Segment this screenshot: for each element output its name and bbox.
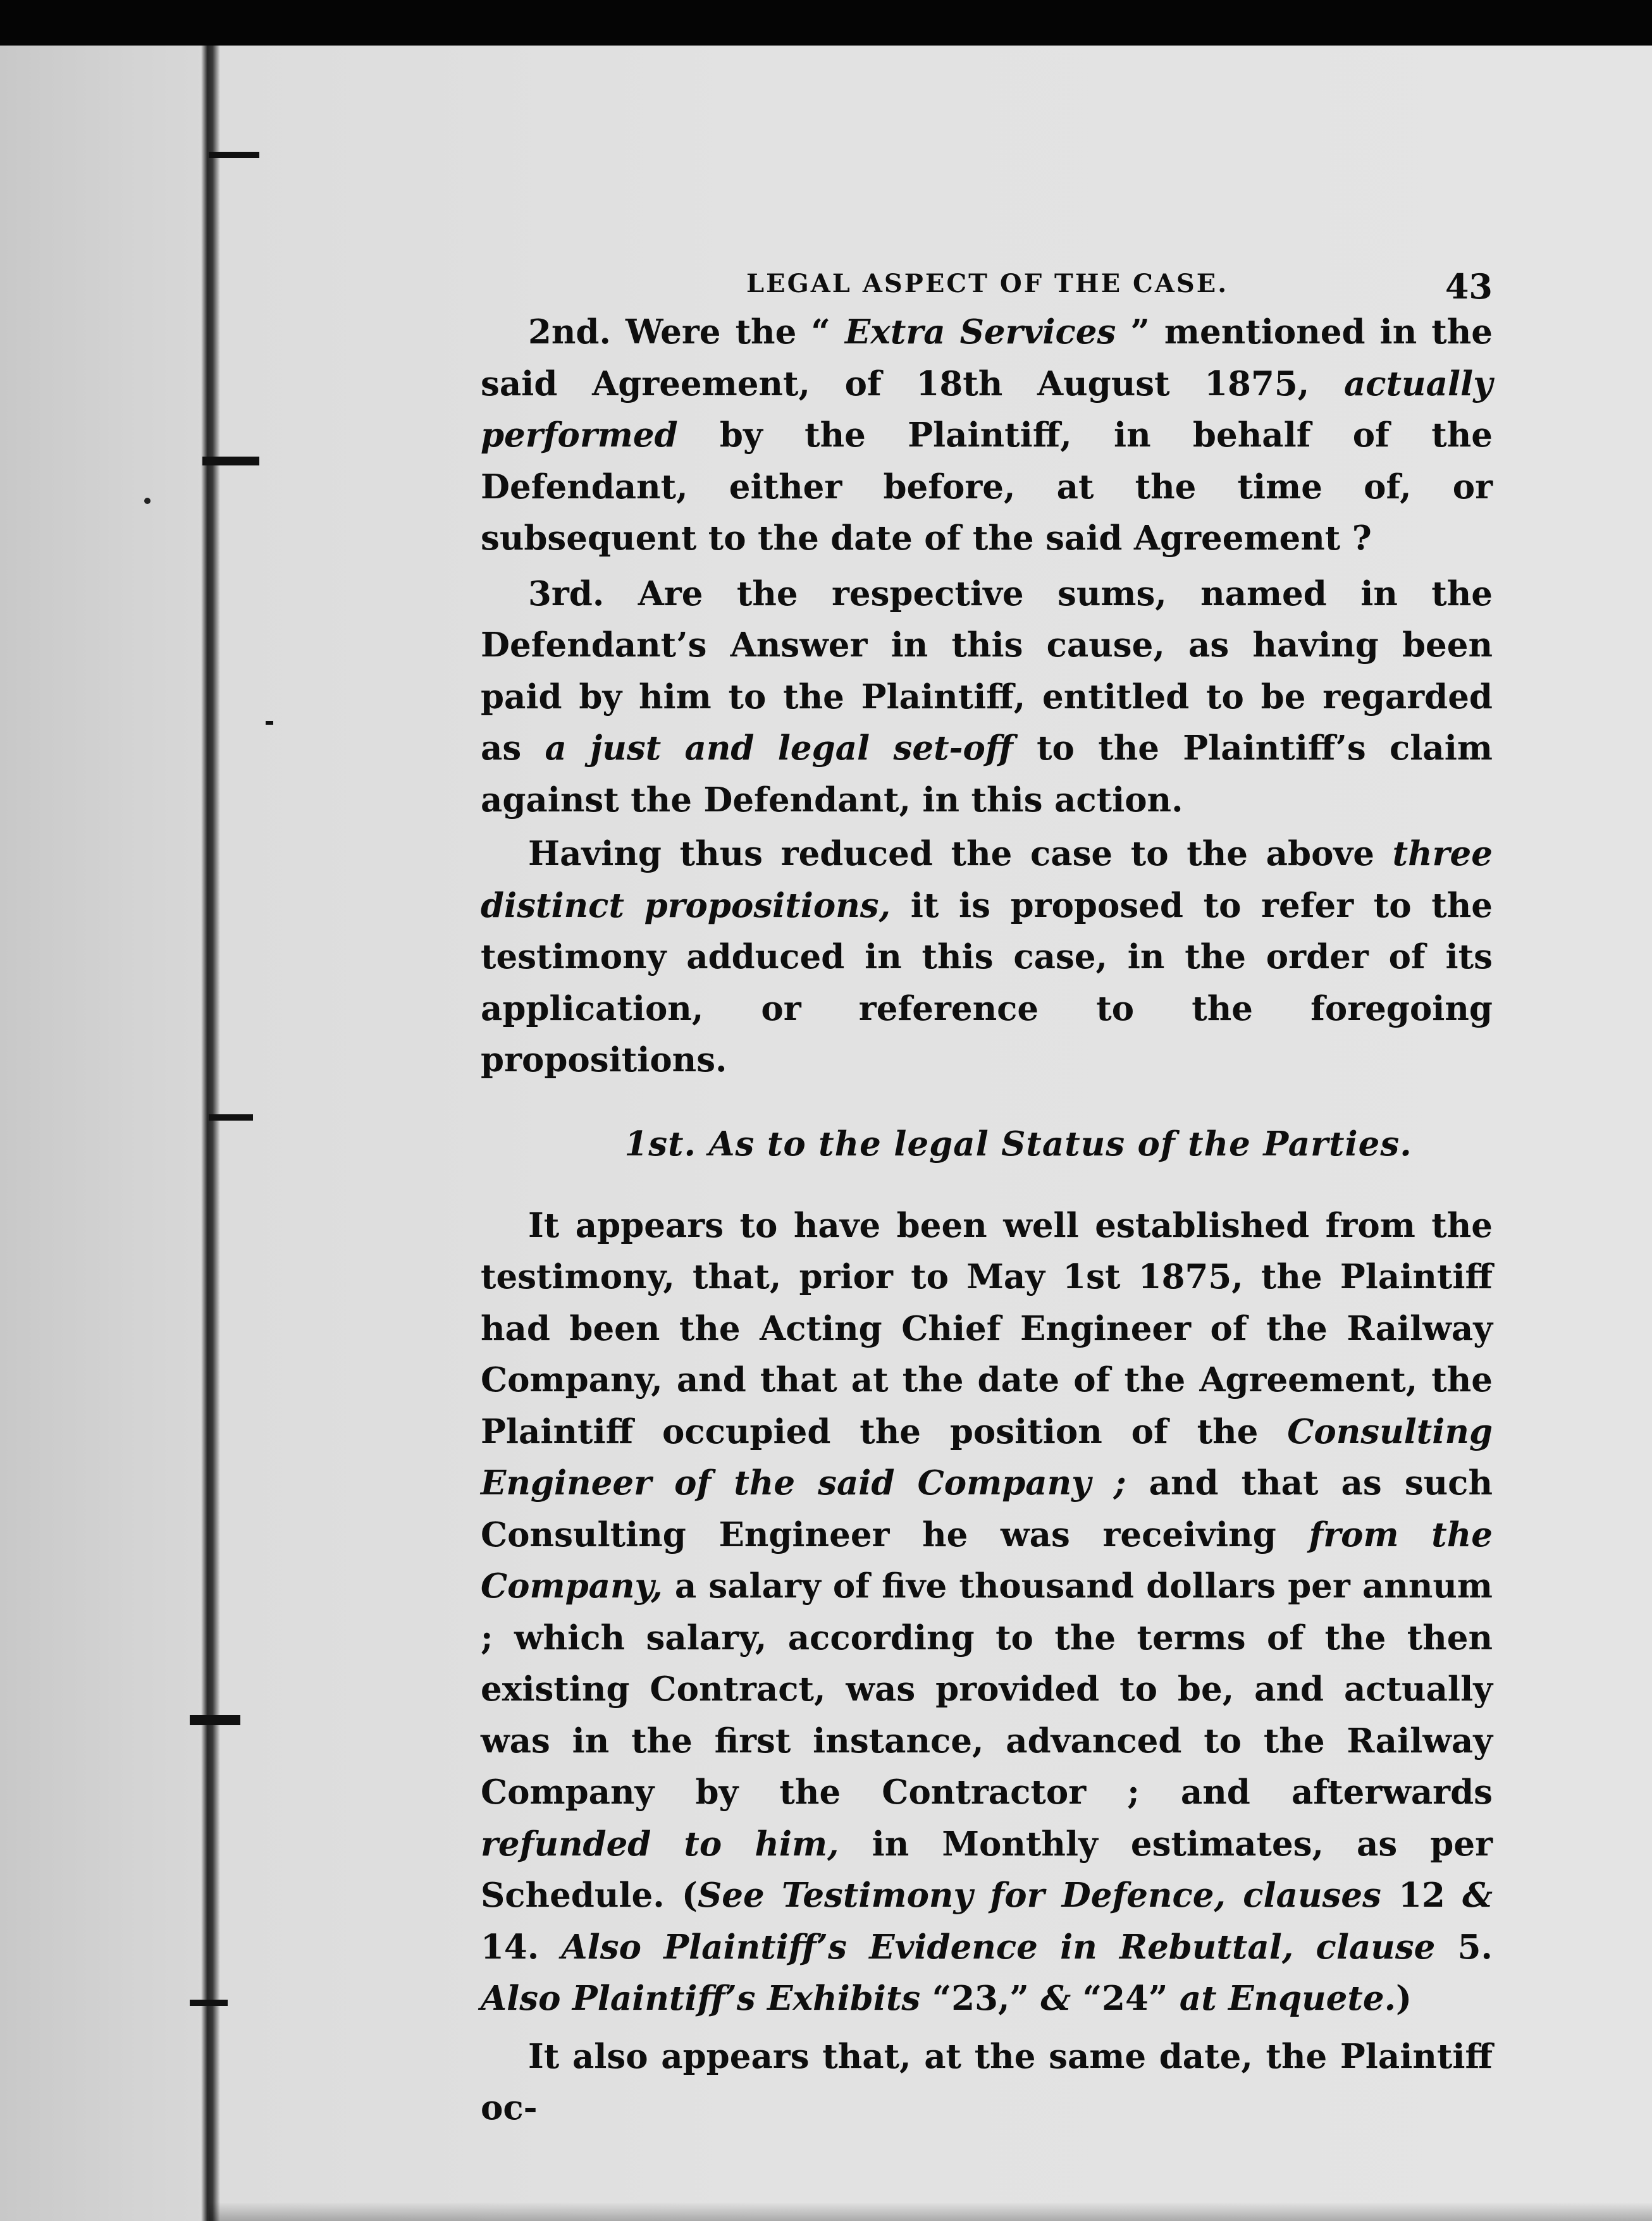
binding-mark	[209, 152, 259, 158]
text-run: Having thus reduced the case to the above	[528, 834, 1393, 873]
italic-text-run: at Enquete.	[1179, 1979, 1396, 2018]
italic-text-run: Extra Services	[844, 312, 1116, 352]
paragraph-2nd-question	[481, 307, 1493, 565]
speck	[266, 721, 273, 725]
binding-mark	[202, 457, 259, 465]
text-run: It also appears that, at the same date, the Plaintiff oc-	[481, 2036, 1493, 2127]
text-run: 5.	[1435, 1927, 1493, 1967]
text-run: it is proposed to refer to the testimony adduced in this case, in the order of its application, or reference to the foregoing propositions.	[481, 885, 1493, 1080]
binding-mark	[190, 1715, 240, 1725]
italic-text-run: actually performed	[481, 364, 1493, 455]
text-run: and that as such Consulting Engineer he was receiving	[481, 1463, 1493, 1554]
binding-gutter	[201, 46, 220, 2221]
text-run: “24”	[1071, 1979, 1180, 2018]
text-run: 2nd. Were the “	[528, 312, 845, 352]
text-run: 14.	[481, 1927, 562, 1967]
paragraph-it-also-appears	[481, 2031, 1493, 2134]
text-run: a salary of five thousand dollars per annum ; which salary, according to the terms of the then existing Contract, was provided to be, and actually was in the first instance, advanced to the Railway Company by the Contractor ; and afterwards	[481, 1566, 1493, 1812]
text-run: It appears to have been well established from the testimony, that, prior to May 1st 1875, the Plaintiff had been the Acting Chief Engineer of the Railway Company, and that at the date of the Agreement, the Plaintiff occupied the position of the	[481, 1205, 1493, 1451]
italic-text-run: &	[1462, 1876, 1493, 1915]
paragraph-it-appears	[481, 1200, 1493, 2025]
binding-mark	[190, 2000, 228, 2006]
facing-page-edge	[0, 46, 215, 2221]
italic-text-run: three distinct propositions,	[481, 834, 1493, 925]
italic-text-run: Also Plaintiff’s Exhibits	[481, 1979, 921, 2018]
section-heading: 1st. As to the legal Status of the Parties.	[624, 1124, 1412, 1164]
speck	[144, 498, 151, 504]
text-run: 3rd. Are the respective sums, named in the Defendant’s Answer in this cause, as having been paid by him to the Plaintiff, entitled to be regarded as	[481, 574, 1493, 768]
binding-mark	[209, 1114, 253, 1121]
paragraph-3rd-question	[481, 569, 1493, 827]
running-title: LEGAL ASPECT OF THE CASE.	[746, 269, 1229, 298]
page-bottom-shadow	[209, 2202, 1652, 2221]
text-run: in Monthly estimates, as per Schedule. (	[481, 1824, 1493, 1915]
italic-text-run: &	[1040, 1979, 1071, 2018]
text-run: to the Plaintiff’s claim against the Defendant, in this action.	[481, 729, 1493, 820]
page-text	[481, 256, 1493, 2134]
italic-text-run: refunded to him,	[481, 1824, 839, 1864]
text-run: 12	[1381, 1876, 1463, 1915]
italic-text-run: Consulting Engineer of the said Company ;	[481, 1412, 1493, 1503]
text-run: )	[1396, 1979, 1412, 2018]
italic-text-run: from the Company,	[481, 1515, 1493, 1606]
running-head	[481, 256, 1493, 307]
text-run: ” mentioned in the said Agreement, of 18th August 1875,	[481, 312, 1493, 403]
text-run: “23,”	[920, 1979, 1041, 2018]
italic-text-run: a just and legal set-off	[545, 729, 1013, 768]
page-number: 43	[1445, 266, 1493, 307]
italic-text-run: Also Plaintiff’s Evidence in Rebuttal, clause	[561, 1927, 1436, 1967]
text-run: by the Plaintiff, in behalf of the Defendant, either before, at the time of, or subsequent to the date of the said Agreement ?	[481, 415, 1493, 558]
paragraph-having-reduced	[481, 828, 1493, 1086]
italic-text-run: See Testimony for Defence, clauses	[698, 1876, 1381, 1915]
